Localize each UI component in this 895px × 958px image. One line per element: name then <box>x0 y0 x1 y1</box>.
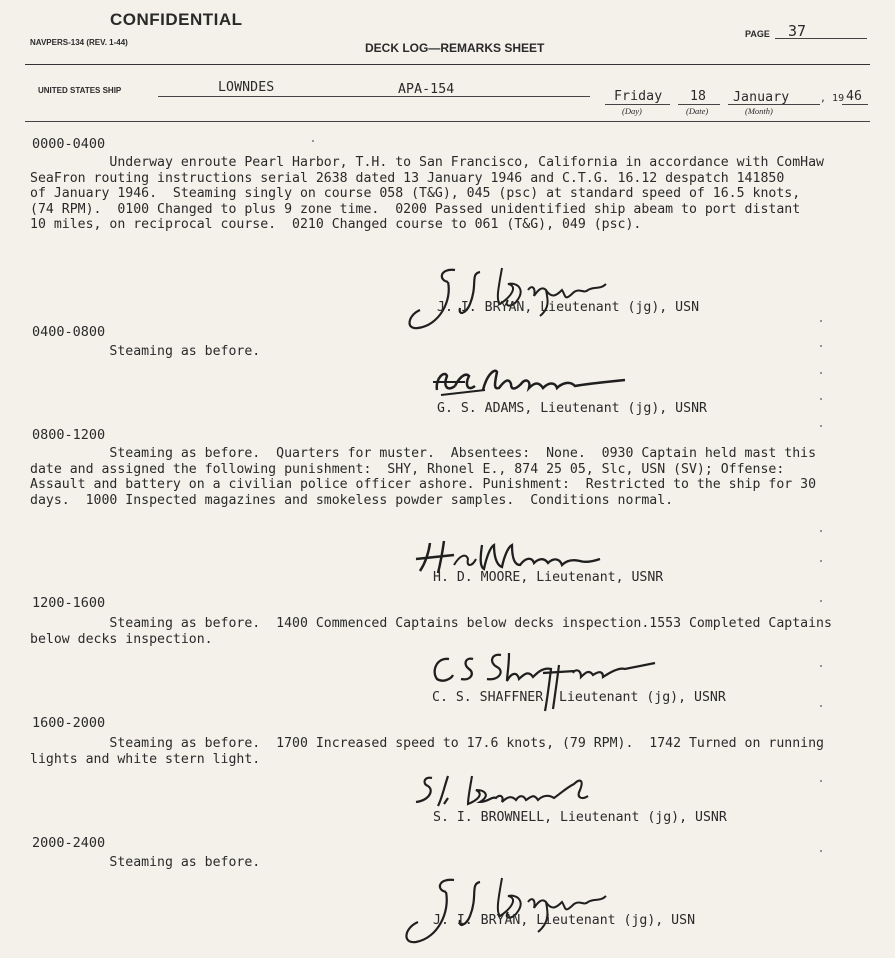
header-rule <box>25 64 870 65</box>
margin-dot <box>820 530 822 532</box>
margin-dot <box>820 600 822 602</box>
margin-dot <box>820 425 822 427</box>
ship-name-line <box>158 96 590 97</box>
watch-remarks: Steaming as before. <box>30 855 261 870</box>
date-line <box>678 104 720 105</box>
margin-dot <box>312 140 314 142</box>
year-prefix: , 19 <box>820 93 845 104</box>
date-value: 18 <box>690 89 707 104</box>
watch-heading: 0800-1200 <box>32 427 106 443</box>
page-number: 37 <box>788 22 807 40</box>
officer-name: H. D. MOORE, Lieutenant, USNR <box>433 570 664 585</box>
month-caption: (Month) <box>745 106 773 116</box>
watch-remarks: Steaming as before. 1400 Commenced Captains below decks inspection.1553 Completed Captains below decks inspection. <box>30 616 832 647</box>
officer-name: J. I. BRYAN, Lieutenant (jg), USN <box>433 913 696 928</box>
signature-bryan-2 <box>396 870 626 954</box>
margin-dot <box>820 560 822 562</box>
margin-dot <box>820 372 822 374</box>
margin-dot <box>820 780 822 782</box>
officer-name: G. S. ADAMS, Lieutenant (jg), USNR <box>437 401 707 416</box>
form-number: NAVPERS-134 (REV. 1-44) <box>30 38 128 47</box>
ship-name: LOWNDES <box>218 80 275 95</box>
signature-shaffner <box>425 645 665 719</box>
margin-dot <box>820 850 822 852</box>
officer-name: J. I. BRYAN, Lieutenant (jg), USN <box>437 300 700 315</box>
watch-heading: 1200-1600 <box>32 595 106 611</box>
month-value: January <box>733 90 790 105</box>
officer-name: S. I. BROWNELL, Lieutenant (jg), USNR <box>433 810 727 825</box>
year-line <box>842 104 868 105</box>
watch-heading: 0000-0400 <box>32 136 106 152</box>
ship-label: UNITED STATES SHIP <box>38 86 122 95</box>
watch-heading: 0400-0800 <box>32 324 106 340</box>
margin-dot <box>820 665 822 667</box>
watch-heading: 2000-2400 <box>32 835 106 851</box>
margin-dot <box>820 320 822 322</box>
day-caption: (Day) <box>622 106 642 116</box>
page-title: DECK LOG—REMARKS SHEET <box>365 41 545 55</box>
year-suffix: 46 <box>846 89 863 104</box>
watch-remarks: Steaming as before. <box>30 344 261 359</box>
date-caption: (Date) <box>686 106 709 116</box>
day-line <box>605 104 670 105</box>
officer-name: C. S. SHAFFNER, Lieutenant (jg), USNR <box>432 690 726 705</box>
page-label: PAGE <box>745 29 770 39</box>
watch-heading: 1600-2000 <box>32 715 106 731</box>
day-value: Friday <box>614 89 663 104</box>
margin-dot <box>820 345 822 347</box>
watch-remarks: Steaming as before. 1700 Increased speed to 17.6 knots, (79 RPM). 1742 Turned on running lights and white stern light. <box>30 736 824 767</box>
margin-dot <box>820 705 822 707</box>
ship-rule <box>25 121 870 122</box>
classification-label: CONFIDENTIAL <box>110 10 243 29</box>
hull-number: APA-154 <box>398 82 455 97</box>
margin-dot <box>820 398 822 400</box>
watch-remarks: Underway enroute Pearl Harbor, T.H. to San Francisco, California in accordance with ComHaw SeaFron routing instructions serial 2638 dated 13 January 1946 and C.T.G. 16.12 despatch 141850 of January 1946. Steaming singly on course 058 (T&G), 045 (psc) at standard speed of 16.5 knots, (74 RPM). 0100 Changed to plus 9 zone time. 0200 Passed unidentified ship abeam to port distant 10 miles, on reciprocal course. 0210 Changed course to 061 (T&G), 049 (psc). <box>30 155 824 232</box>
watch-remarks: Steaming as before. Quarters for muster. Absentees: None. 0930 Captain held mast this date and assigned the following punishment: SHY, Rhonel E., 874 25 05, Slc, USN (SV); Offense: Assault and battery on a civilian police officer ashore. Punishment: Restricted to the ship for 30 days. 1000 Inspected magazines and smokeless powder samples. Conditions normal. <box>30 446 817 508</box>
